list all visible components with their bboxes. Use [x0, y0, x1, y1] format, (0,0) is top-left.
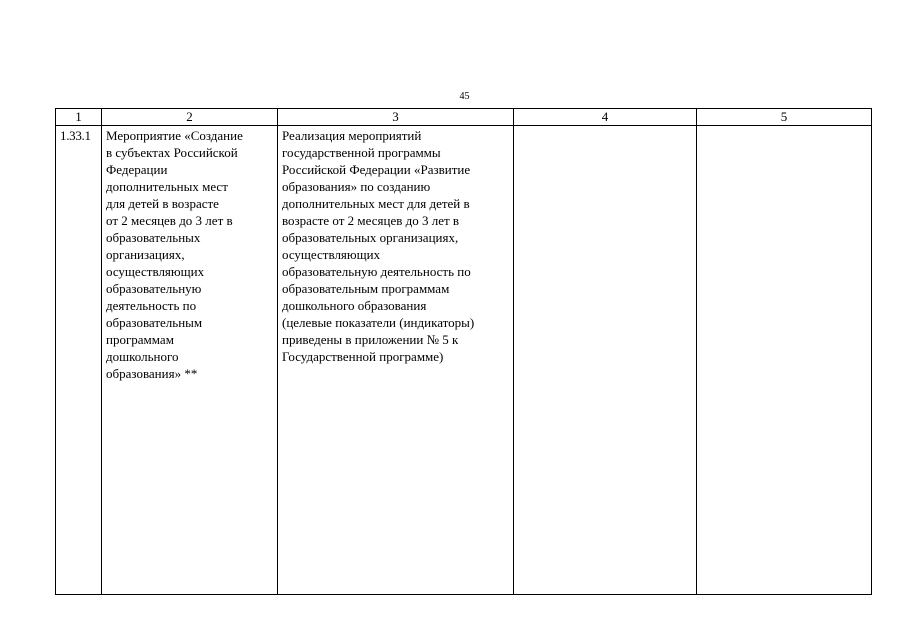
column-5-cell — [697, 126, 872, 595]
page-number: 45 — [459, 91, 470, 102]
measure-number-cell: 1.33.1 — [56, 126, 102, 595]
table-row — [56, 126, 872, 595]
column-4-cell — [514, 126, 697, 595]
column-header-1: 1 — [56, 109, 102, 126]
measures-table — [55, 108, 872, 595]
column-header-3: 3 — [278, 109, 514, 126]
table-header-row — [56, 109, 872, 126]
column-header-2: 2 — [102, 109, 278, 126]
measure-name-cell: Мероприятие «Создание в субъектах Российской Федерации дополнительных мест для детей в возрасте от 2 месяцев до 3 лет в образовательных организациях, осуществляющих образовательную деятельность по образовательным программам дошкольного образования» ** — [102, 126, 278, 595]
measure-description-cell: Реализация мероприятий государственной программы Российской Федерации «Развитие образования» по созданию дополнительных мест для детей в возрасте от 2 месяцев до 3 лет в образовательных организациях, осуществляющих образовательную деятельность по образовательным программам дошкольного образования (целевые показатели (индикаторы) приведены в приложении № 5 к Государственной программе) — [278, 126, 514, 595]
column-header-4: 4 — [514, 109, 697, 126]
column-header-5: 5 — [697, 109, 872, 126]
